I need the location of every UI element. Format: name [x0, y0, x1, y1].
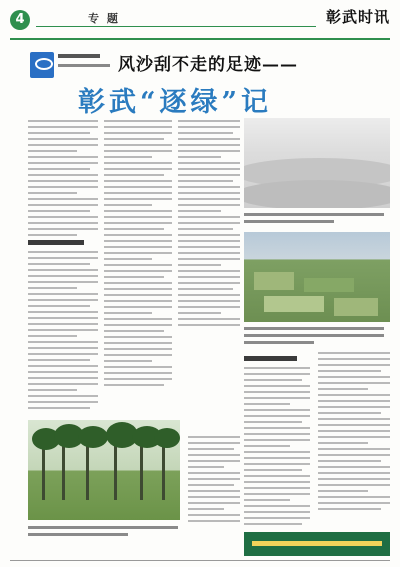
forest-photo	[28, 420, 180, 520]
footer-banner	[244, 532, 390, 556]
desert-photo-caption-line-2	[244, 220, 334, 223]
farmland-photo-caption	[244, 327, 384, 330]
news-agency-logo-icon	[30, 52, 54, 78]
headline-title: 彰武“逐绿”记	[78, 87, 273, 118]
body-column-4	[244, 352, 310, 529]
body-column-2	[104, 120, 172, 390]
body-column-6	[188, 436, 240, 526]
logo-wordmark	[58, 54, 100, 58]
forest-photo-caption	[28, 526, 178, 529]
page-number: 4	[10, 10, 30, 30]
forest-photo-caption-line-2	[28, 533, 128, 536]
body-column-5	[318, 352, 390, 514]
body-column-3	[178, 120, 240, 330]
desert-photo-caption	[244, 213, 384, 216]
farmland-photo	[244, 232, 390, 322]
desert-photo	[244, 118, 390, 208]
footer-rule	[10, 560, 390, 561]
headline: 风沙刮不走的足迹——	[118, 55, 298, 75]
header-bottom-rule	[10, 38, 390, 40]
farmland-photo-caption-line-3	[244, 341, 314, 344]
section-name: 专 题	[88, 12, 120, 25]
body-column-1	[28, 120, 98, 413]
header-divider	[36, 26, 316, 27]
farmland-photo-caption-line-2	[244, 334, 384, 337]
masthead: 彰武时讯	[325, 8, 390, 26]
logo-tagline	[58, 64, 110, 67]
page-header	[0, 0, 400, 42]
